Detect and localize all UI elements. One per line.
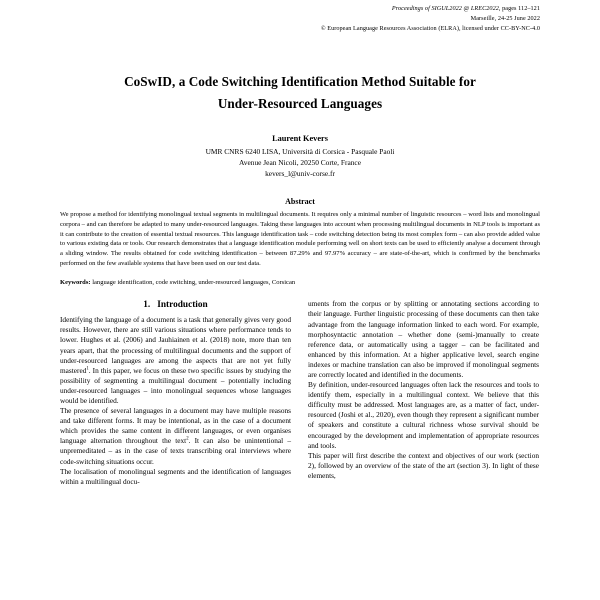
- keywords-label: Keywords:: [60, 278, 91, 286]
- header-page-range: , pages 112–121: [498, 5, 540, 12]
- right-paragraph-1: uments from the corpus or by splitting or annotating sections according to their language. Further linguistic processing of these documents can then take advantage from the language information linked to each word. For example, morphosyntactic annotation – whether done (semi-)manually to create reference data, or automatically using a tagger – can be facilitated and enhanced by this information. At a higher applicative level, search engine indexes or machine translation can also be improved if monolingual segments are correctly located and identified in the documents.: [308, 299, 539, 379]
- header-license: © European Language Resources Association (ELRA), licensed under CC-BY-NC-4.0: [320, 25, 540, 33]
- left-paragraph-2-part-a: The presence of several languages in a document may have multiple reasons and take different forms. It may be intentional, as in the case of a document which provides the same content in different languages, or even organises language alternation throughout the text: [60, 406, 291, 446]
- author-name: Laurent Kevers: [272, 133, 328, 143]
- footnote-marker-1[interactable]: 1: [86, 366, 89, 372]
- abstract-body: We propose a method for identifying monolingual textual segments in multilingual documents. It requires only a minimal number of linguistic resources – word lists and monolingual corpora – and can therefore be adapted to many under-resourced languages. Taking these languages into account when processing multilingual documents in NLP tools is important as it can contribute to the creation of essential textual resources. This language identification task – code switching detection being its most complex form – can also provide added value to various existing data or tools. Our research demonstrates that a language identification module performing well on short texts can be used to efficiently analyse a document through a sliding window. The results obtained for code switching identification – between 87.29% and 97.97% accuracy – are state-of-the-art, which is confirmed by the benchmarks performed on the few available systems that have been used on our test data.: [60, 211, 540, 267]
- left-paragraph-2-part-b: . It can also be unintentional – unpremeditated – as in the case of texts transcribing oral interviews where code-switching situations occur.: [60, 436, 291, 466]
- right-paragraph-2: By definition, under-resourced languages often lack the resources and tools to identify them, especially in a multilingual context. We believe that this difficulty must be addressed. Most languages are, as a matter of fact, under-resourced (Joshi et al., 2020), even though they represent a significant number of speakers and constitute a cultural richness whose survival should be encouraged by the development and implementation of appropriate resources and tools.: [308, 380, 539, 450]
- left-paragraph-1: [60, 315, 291, 406]
- left-paragraph-2: [60, 406, 291, 467]
- left-paragraph-1-part-b: . In this paper, we focus on these two specific issues by studying the possibility of segmenting a multilingual document – potentially including under-resourced languages – into monolingual sequences whose languages would be identified.: [60, 365, 291, 406]
- right-paragraph-3: This paper will first describe the context and objectives of our work (section 2), followed by an overview of the state of the art (section 3). In light of these elements,: [308, 450, 539, 480]
- left-column: [60, 299, 291, 487]
- author-block: [60, 133, 540, 180]
- header-proceedings-line: [60, 4, 540, 14]
- keywords-value: language identification, code switching, under-resourced languages, Corsican: [92, 278, 296, 286]
- page-title-line-2: Under-Resourced Languages: [217, 95, 383, 111]
- header-proceedings-name: Proceedings of SIGUL2022 @ LREC2022: [391, 5, 499, 12]
- author-address: Avenue Jean Nicoli, 20250 Corte, France: [239, 158, 361, 167]
- author-email: kevers_l@univ-corse.fr: [265, 169, 335, 179]
- proceedings-header: [60, 0, 540, 34]
- author-affiliation: UMR CNRS 6240 LISA, Università di Corsica - Pasquale Paoli: [205, 146, 395, 156]
- body-columns: [60, 299, 540, 487]
- page-title-line-1: CoSwID, a Code Switching Identification Method Suitable for: [124, 74, 476, 90]
- section-heading-introduction: [60, 299, 291, 313]
- abstract-heading: Abstract: [285, 196, 315, 206]
- left-paragraph-1-part-a: Identifying the language of a document is a task that generally gives very good results. However, there are still various situations where performance tends to lower. Hughes et al. (2006) and Jauhiainen et al. (2018) note, more than ten years apart, that the processing of multilingual documents and the support of under-resourced languages are among the aspects that are not yet fully mastered: [60, 315, 291, 375]
- right-column: [308, 299, 539, 487]
- header-location-date: Marseille, 24-25 June 2022: [470, 15, 540, 23]
- keywords-line: [60, 278, 540, 288]
- page-title: [60, 71, 540, 114]
- section-number: 1.: [143, 300, 151, 311]
- left-paragraph-3: The localisation of monolingual segments and the identification of languages within a multilingual docu-: [60, 466, 291, 486]
- section-title: Introduction: [157, 300, 208, 311]
- footnote-marker-2[interactable]: 2: [186, 436, 189, 442]
